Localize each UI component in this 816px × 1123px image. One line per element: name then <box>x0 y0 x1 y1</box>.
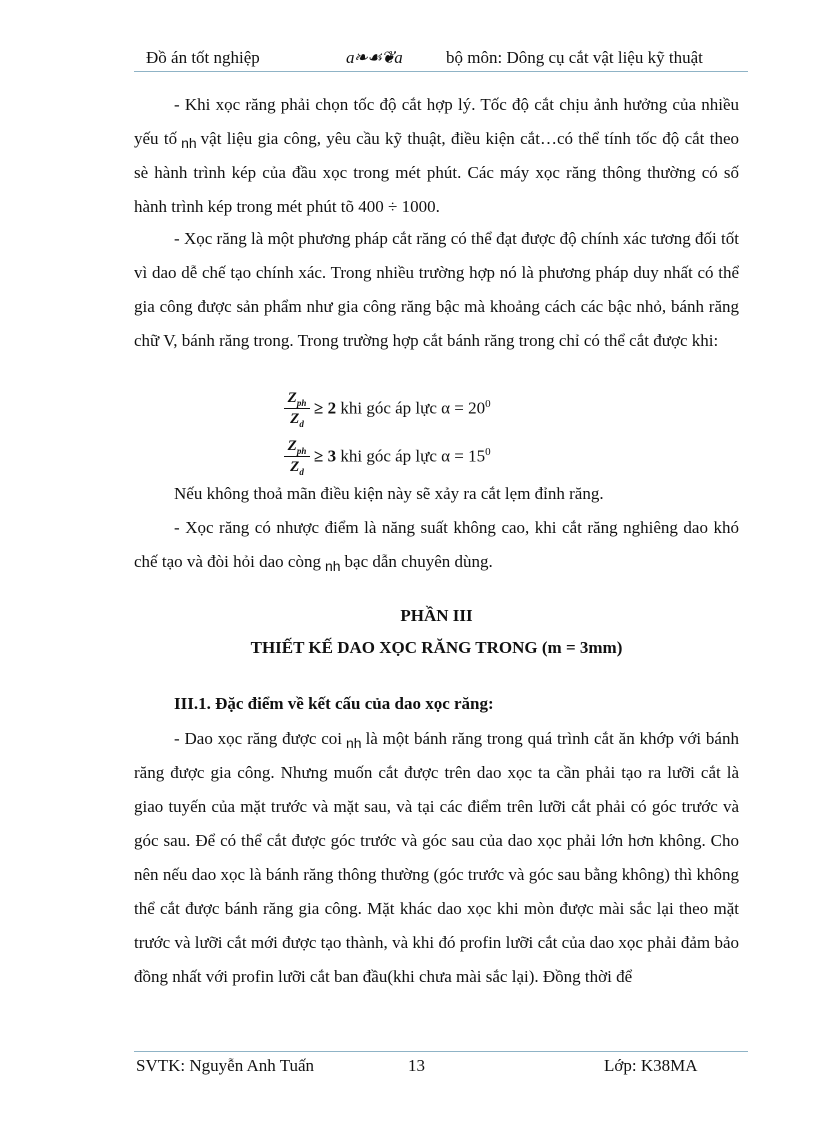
denominator-subscript: d <box>299 467 304 477</box>
footer-divider <box>134 1051 748 1052</box>
footer-class: Lớp: K38MA <box>604 1056 698 1075</box>
paragraph-text: - Xọc răng có nhược điểm là năng suất không cao, khi cắt răng nghiêng dao khó chế tạo và đòi hỏi dao còng <box>134 518 739 571</box>
paragraph-text: - Dao xọc răng được coi <box>174 729 342 748</box>
degree-sup: 0 <box>485 446 491 458</box>
ratio-value: 2 <box>327 398 337 418</box>
paragraph-shaper-structure <box>134 722 739 994</box>
inline-note: nh <box>181 135 197 151</box>
ratio-value: 3 <box>327 446 337 466</box>
section-title: THIẾT KẾ DAO XỌC RĂNG TRONG (m = 3mm) <box>250 638 623 657</box>
numerator: Z <box>287 438 297 454</box>
paragraph-text: bạc dẫn chuyên dùng. <box>344 552 493 571</box>
numerator-subscript: ph <box>296 398 307 408</box>
formula-rest <box>314 446 491 467</box>
relation: ≥ <box>314 398 324 418</box>
denominator: Z <box>290 411 300 427</box>
formula-rest <box>314 398 491 419</box>
inline-note: nh <box>324 558 341 574</box>
paragraph-text: vật liệu gia công, yêu cầu kỹ thuật, điều kiện cắt…có thể tính tốc độ cắt theo sè hành trình kép của đầu xọc trong mét phút. Các máy xọc răng thông thường có số hành trình kép trong mét phút tõ 400 ÷ 1000. <box>134 129 739 216</box>
paragraph-undercut-note: Nếu không thoả mãn điều kiện này sẽ xảy ra cắt lẹm đỉnh răng. <box>174 484 604 503</box>
degree-sup: 0 <box>485 398 491 410</box>
paragraph-text: là một bánh răng trong quá trình cắt ăn khớp với bánh răng được gia công. Nhưng muốn cắt được trên dao xọc ta cần phải tạo ra lưỡi cắt là giao tuyến của mặt trước và mặt sau, và tại các điểm trên lưỡi cắt phải có góc trước và góc sau. Để có thể cắt được góc trước và góc sau của dao xọc phải lớn hơn không. Cho nên nếu dao xọc là bánh răng thông thường (góc trước và góc sau bằng không) thì không thể cắt được bánh răng gia công. Mặt khác dao xọc khi mòn được mài sắc lại theo mặt trước và lưỡi cắt mới được tạo thành, và khi đó profin lưỡi cắt của dao xọc phải đảm bảo đồng nhất với profin lưỡi cắt ban đầu(khi chưa mài sắc lại). Đồng thời để <box>134 729 739 986</box>
numerator-subscript: ph <box>296 446 307 456</box>
relation: ≥ <box>314 446 324 466</box>
paragraph-cutting-speed <box>134 88 739 224</box>
subsection-heading: III.1. Đặc điểm về kết cấu của dao xọc răng: <box>174 694 494 713</box>
alpha-value: α = 15 <box>441 446 486 466</box>
formula-text: khi góc áp lực <box>340 398 437 418</box>
fraction <box>282 388 312 429</box>
section-part-number: PHẦN III <box>400 606 473 625</box>
header-department: bộ môn: Dông cụ cắt vật liệu kỹ thuật <box>446 48 703 67</box>
page-header <box>134 48 748 72</box>
inline-note: nh <box>345 735 362 751</box>
page-number: 13 <box>408 1056 425 1075</box>
paragraph-text: - Khi xọc răng phải chọn tốc độ cắt hợp lý. Tốc độ cắt chịu ảnh hưởng của nhiều yếu tố <box>134 95 739 148</box>
alpha-value: α = 20 <box>441 398 486 418</box>
fraction <box>282 436 312 477</box>
header-title: Đồ án tốt nghiệp <box>146 48 260 67</box>
header-divider <box>134 71 748 72</box>
footer-author: SVTK: Nguyễn Anh Tuấn <box>136 1056 315 1075</box>
paragraph-shaping-accuracy: - Xọc răng là một phương pháp cắt răng có thể đạt được độ chính xác tương đối tốt vì dao dễ chế tạo chính xác. Trong nhiều trường hợp nó là phương pháp duy nhất có thể gia công được sản phẩm như gia công răng bậc mà khoảng cách các bậc nhỏ, bánh răng chữ V, bánh răng trong. Trong trường hợp cắt bánh răng trong chỉ có thể cắt được khi: <box>134 229 739 350</box>
denominator: Z <box>290 459 300 475</box>
numerator: Z <box>287 390 297 406</box>
denominator-subscript: d <box>299 419 304 429</box>
paragraph-disadvantage <box>134 511 739 579</box>
formula-text: khi góc áp lực <box>340 446 437 466</box>
header-ornament: a❧☙❦a <box>346 48 402 67</box>
